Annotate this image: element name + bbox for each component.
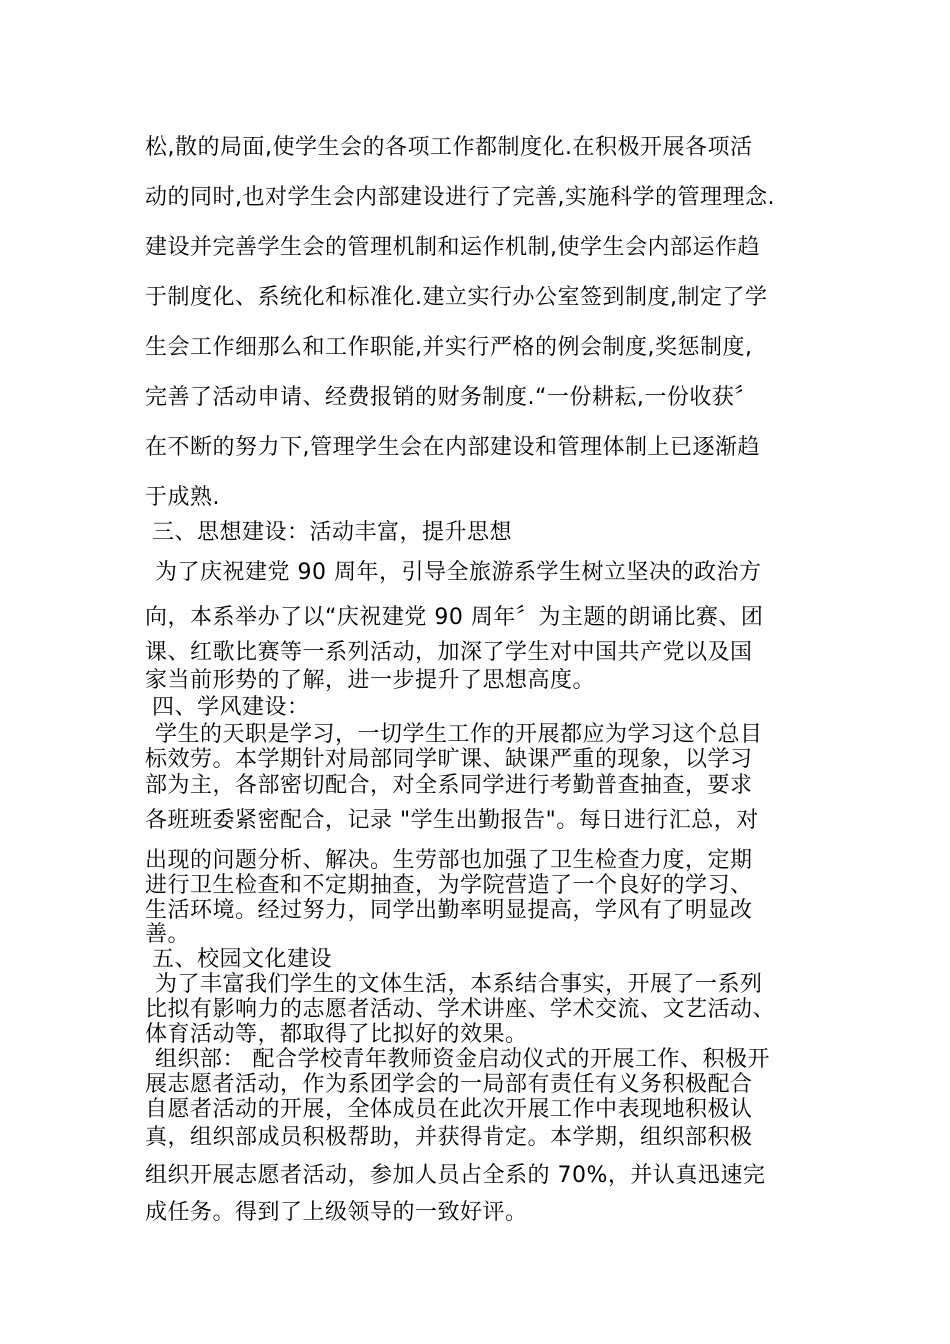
text-line: 出现的问题分析、解决。生劳部也加强了卫生检查力度，定期 — [145, 848, 753, 873]
text-line: 向，本系举办了以“庆祝建党 90 周年〞为主题的朗诵比赛、团 — [145, 605, 764, 630]
text-line: 于制度化、系统化和标准化.建立实行办公室签到制度,制定了学 — [145, 285, 768, 310]
text-line: 体育活动等，都取得了比拟好的效果。 — [145, 1022, 528, 1047]
text-line: 为了丰富我们学生的文体生活，本系结合事实，开展了一系列 — [155, 972, 763, 997]
text-line: 展志愿者活动，作为系团学会的一局部有责任有义务积极配合 — [145, 1072, 753, 1097]
text-line: 自愿者活动的开展，全体成员在此次开展工作中表现地积极认 — [145, 1097, 753, 1122]
text-line: 建设并完善学生会的管理机制和运作机制,使学生会内部运作趋 — [145, 235, 760, 260]
text-line: 于成熟. — [145, 485, 220, 510]
text-line: 比拟有影响力的志愿者活动、学术讲座、学术交流、文艺活动、 — [145, 997, 776, 1022]
text-line: 组织开展志愿者活动，参加人员占全系的 70%，并认真迅速完 — [145, 1163, 766, 1188]
text-line: 标效劳。本学期针对局部同学旷课、缺课严重的现象，以学习 — [145, 747, 753, 772]
text-line: 生活环境。经过努力，同学出勤率明显提高，学风有了明显改 — [145, 898, 753, 923]
text-line: 完善了活动申请、经费报销的财务制度.“一份耕耘,一份收获〞 — [145, 385, 757, 410]
section-heading: 五、校园文化建设 — [152, 947, 333, 972]
text-line: 进行卫生检查和不定期抽查，为学院营造了一个良好的学习、 — [145, 873, 753, 898]
text-line: 各班班委紧密配合，记录 "学生出勤报告"。每日进行汇总，对 — [145, 808, 759, 833]
text-line: 善。 — [145, 922, 191, 947]
text-line: 生会工作细那么和工作职能,并实行严格的例会制度,奖惩制度, — [145, 335, 753, 360]
text-line: 学生的天职是学习，一切学生工作的开展都应为学习这个总目 — [155, 722, 763, 747]
section-heading: 三、思想建设：活动丰富，提升思想 — [152, 520, 513, 545]
text-line: 课、红歌比赛等一系列活动，加深了学生对中国共产党以及国 — [145, 640, 753, 665]
section-heading: 四、学风建设： — [152, 695, 310, 720]
text-line: 动的同时,也对学生会内部建设进行了完善,实施科学的管理理念. — [145, 185, 775, 210]
text-line: 在不断的努力下,管理学生会在内部建设和管理体制上已逐渐趋 — [145, 435, 760, 460]
text-line: 成任务。得到了上级领导的一致好评。 — [145, 1200, 528, 1225]
text-line: 松,散的局面,使学生会的各项工作都制度化.在积极开展各项活 — [145, 135, 753, 160]
text-line: 真，组织部成员积极帮助，并获得肯定。本学期，组织部积极 — [145, 1125, 753, 1150]
text-line: 家当前形势的了解，进一步提升了思想高度。 — [145, 668, 596, 693]
text-line: 部为主，各部密切配合，对全系同学进行考勤普查抽查，要求 — [145, 773, 753, 798]
text-line: 组织部： 配合学校青年教师资金启动仪式的开展工作、积极开 — [155, 1047, 770, 1072]
text-line: 为了庆祝建党 90 周年，引导全旅游系学生树立坚决的政治方 — [155, 560, 762, 585]
